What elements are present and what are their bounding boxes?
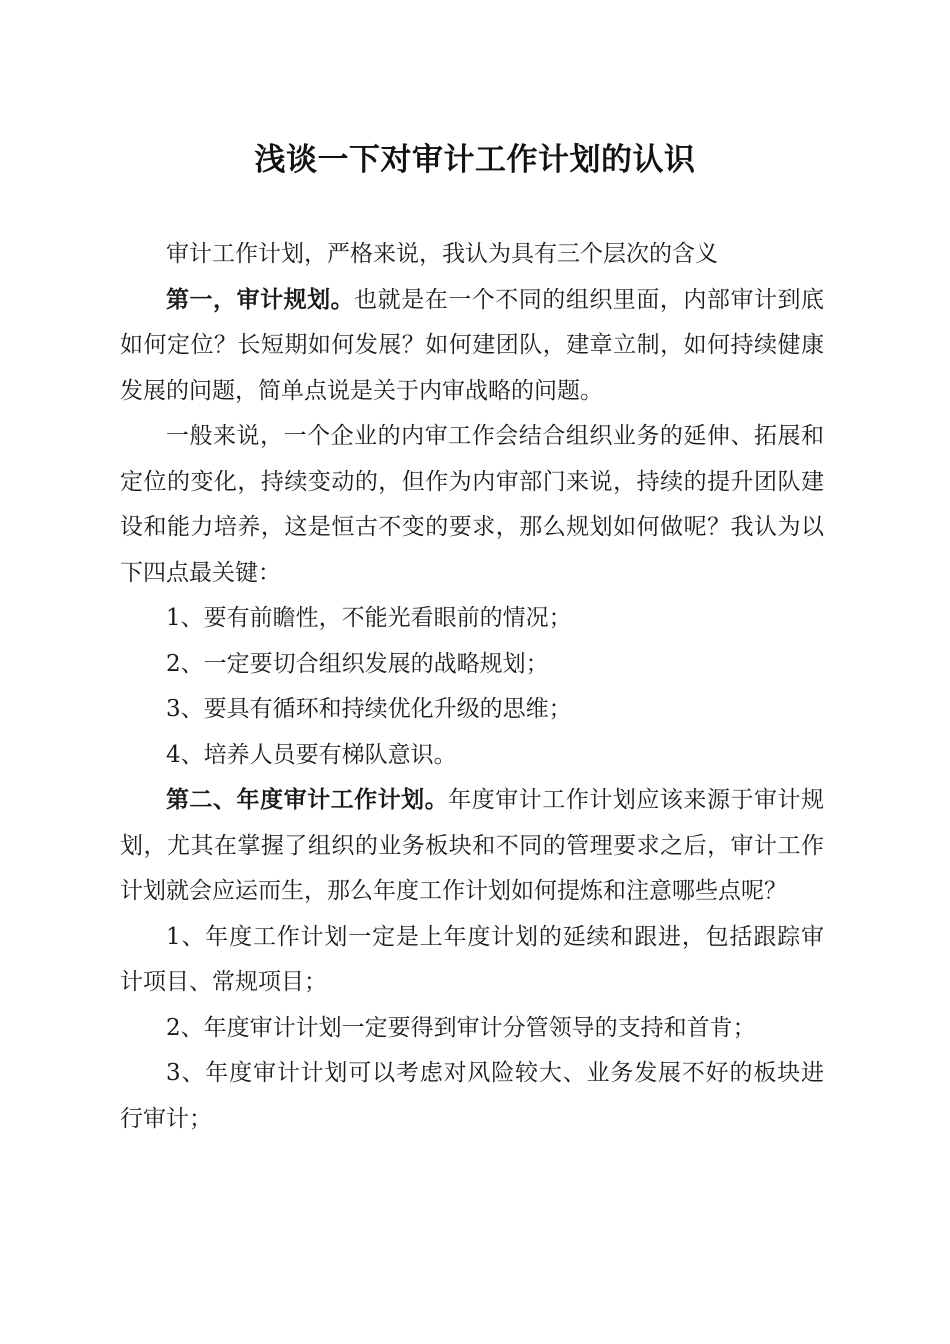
paragraph-general <box>120 414 824 596</box>
list-item <box>120 687 824 733</box>
paragraph-lead: 第二、年度审计工作计划。 <box>166 787 449 813</box>
list-item <box>120 915 824 1006</box>
paragraph-text: 2、年度审计计划一定要得到审计分管领导的支持和首肯； <box>166 1014 756 1041</box>
list-item <box>120 733 824 779</box>
paragraph-text: 审计工作计划，严格来说，我认为具有三个层次的含义 <box>166 241 718 267</box>
document-body <box>120 232 824 1142</box>
paragraph-text: 一般来说，一个企业的内审工作会结合组织业务的延伸、拓展和定位的变化，持续变动的，但作为内审部门来说，持续的提升团队建设和能力培养，这是恒古不变的要求，那么规划如何做呢？我认为以下四点最关键： <box>120 423 824 586</box>
paragraph-section-two <box>120 778 824 915</box>
list-item <box>120 642 824 688</box>
paragraph-intro <box>120 232 824 278</box>
paragraph-text: 1、年度工作计划一定是上年度计划的延续和跟进，包括跟踪审计项目、常规项目； <box>120 923 824 995</box>
paragraph-text: 年度审计工作计划应该来源于审计规划，尤其在掌握了组织的业务板块和不同的管理要求之后，审计工作计划就会应运而生，那么年度工作计划如何提炼和注意哪些点呢？ <box>120 787 825 904</box>
paragraph-lead: 第一，审计规划。 <box>166 286 355 313</box>
paragraph-text: 3、要具有循环和持续优化升级的思维； <box>166 696 572 722</box>
list-item <box>120 1051 824 1142</box>
paragraph-section-one <box>120 278 824 415</box>
list-item <box>120 1006 824 1052</box>
document-title: 浅谈一下对审计工作计划的认识 <box>254 142 696 178</box>
paragraph-text: 也就是在一个不同的组织里面，内部审计到底如何定位？长短期如何发展？如何建团队，建章立制，如何持续健康发展的问题，简单点说是关于内审战略的问题。 <box>120 286 825 404</box>
list-item <box>120 596 824 642</box>
paragraph-text: 2、一定要切合组织发展的战略规划； <box>166 650 549 677</box>
paragraph-text: 4、培养人员要有梯队意识。 <box>166 741 457 768</box>
paragraph-text: 1、要有前瞻性，不能光看眼前的情况； <box>166 605 572 631</box>
paragraph-text: 3、年度审计计划可以考虑对风险较大、业务发展不好的板块进行审计； <box>120 1060 824 1132</box>
